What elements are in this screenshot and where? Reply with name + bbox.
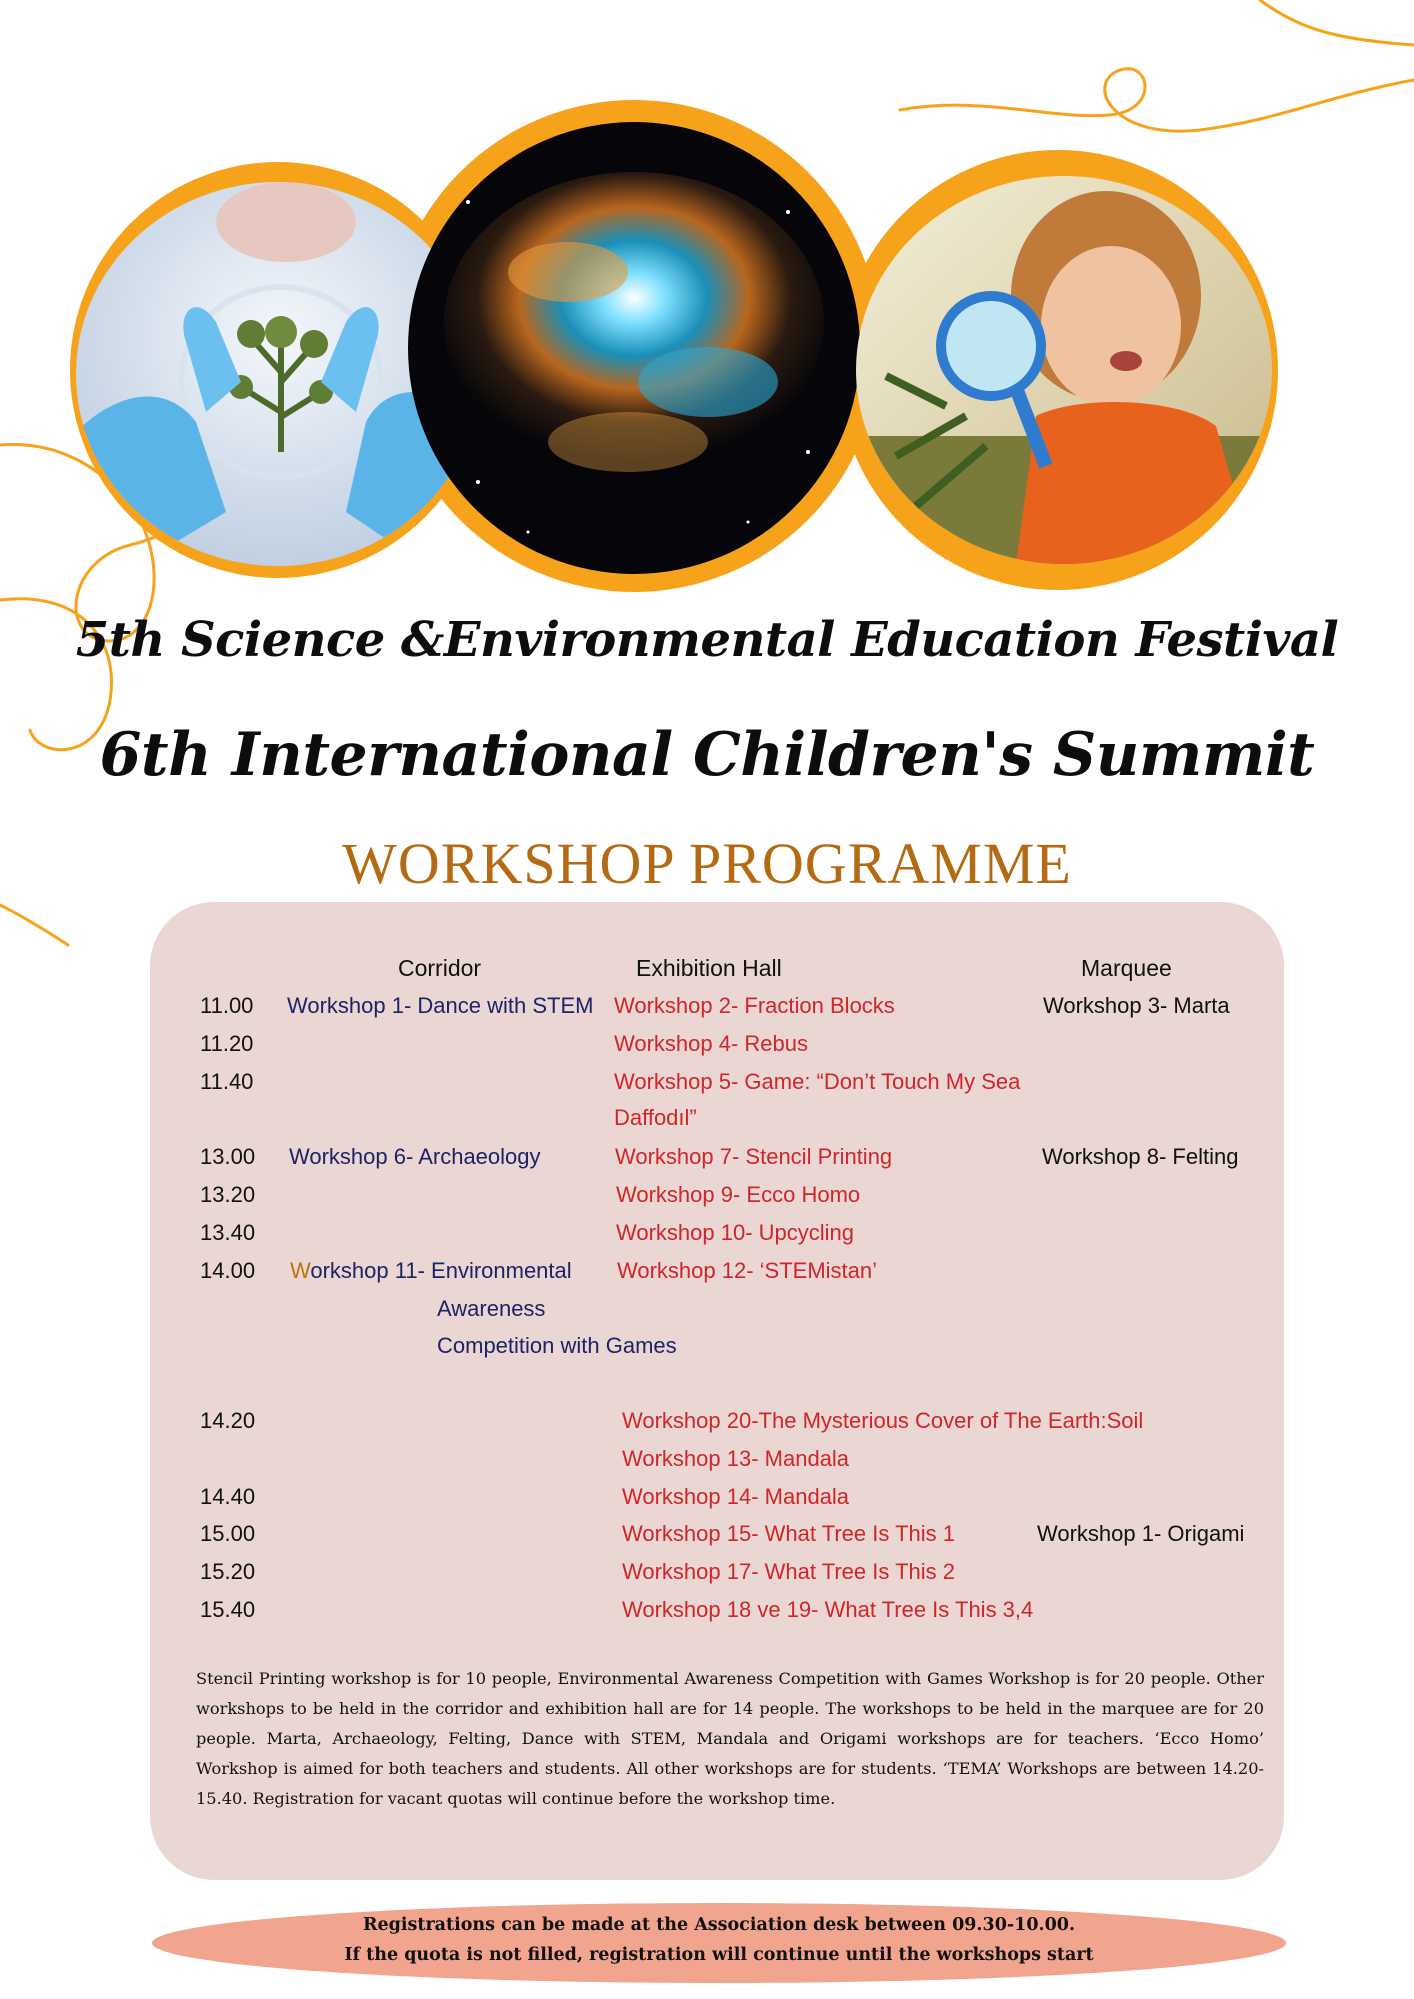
- time-slot: 14.00: [200, 1258, 256, 1283]
- programme-heading: WORKSHOP PROGRAMME: [342, 831, 1072, 896]
- time-slot: 15.40: [200, 1597, 256, 1622]
- hall-workshop: Workshop 14- Mandala: [622, 1484, 850, 1509]
- corridor-workshop-initial: W: [290, 1258, 311, 1283]
- workshop-notes: Stencil Printing workshop is for 10 people, Environmental Awareness Competition with Games Workshop is for 20 people. Other workshops to be held in the corridor and exhibition hall are for 14 people. The workshops to be held in the marquee are for 20 people. Marta, Archaeology, Felting, Dance with STEM, Mandala and Origami workshops are for teachers. ‘Ecco Homo’ Workshop is aimed for both teachers and students. All other workshops are for students. ‘TEMA’ Workshops are between 14.20-15.40. Registration for vacant quotas will continue before the workshop time.: [196, 1669, 1264, 1808]
- marquee-workshop: Workshop 8- Felting: [1042, 1144, 1239, 1169]
- nebula-photo: [408, 122, 860, 574]
- hall-workshop: Workshop 12- ‘STEMistan’: [617, 1258, 878, 1283]
- time-slot: 15.20: [200, 1559, 256, 1584]
- time-slot: 13.20: [200, 1182, 256, 1207]
- hall-workshop: Workshop 7- Stencil Printing: [615, 1144, 893, 1169]
- time-slot: 13.40: [200, 1220, 256, 1245]
- time-slot: 15.00: [200, 1521, 256, 1546]
- hall-workshop: Workshop 2- Fraction Blocks: [614, 993, 895, 1018]
- child-magnifier-photo: [856, 176, 1272, 564]
- registration-line-2: If the quota is not filled, registration will continue until the workshops start: [344, 1945, 1094, 1965]
- child-magnifier-image: [856, 176, 1272, 564]
- hall-workshop-continued: Daffodıl”: [614, 1105, 697, 1130]
- corridor-workshop-rest: orkshop 11- Environmental: [310, 1258, 572, 1283]
- marquee-workshop: Workshop 3- Marta: [1043, 993, 1230, 1018]
- registration-footer: [152, 1903, 1286, 1983]
- corridor-workshop-continued: Competition with Games: [437, 1333, 677, 1358]
- time-slot: 11.40: [200, 1069, 254, 1094]
- corridor-workshop: [290, 1258, 572, 1284]
- festival-title: 5th Science &Environmental Education Festival: [75, 612, 1339, 668]
- hall-workshop: Workshop 9- Ecco Homo: [616, 1182, 861, 1207]
- corridor-workshop: Workshop 6- Archaeology: [289, 1144, 541, 1169]
- summit-title: 6th International Children's Summit: [99, 720, 1315, 790]
- hall-workshop: Workshop 5- Game: “Don’t Touch My Sea: [614, 1069, 1021, 1094]
- registration-line-1: Registrations can be made at the Association desk between 09.30-10.00.: [362, 1915, 1076, 1935]
- hall-workshop: Workshop 20-The Mysterious Cover of The Earth:Soil: [622, 1408, 1144, 1433]
- hall-workshop-continued: Workshop 13- Mandala: [622, 1446, 850, 1471]
- nebula-image: [408, 122, 860, 574]
- time-slot: 14.40: [200, 1484, 256, 1509]
- hall-workshop: Workshop 10- Upcycling: [616, 1220, 855, 1245]
- time-slot: 13.00: [200, 1144, 256, 1169]
- hall-workshop: Workshop 4- Rebus: [614, 1031, 809, 1056]
- time-slot: 11.00: [200, 993, 254, 1018]
- header-exhibition-hall: Exhibition Hall: [636, 955, 782, 981]
- time-slot: 11.20: [200, 1031, 254, 1056]
- hall-workshop: Workshop 17- What Tree Is This 2: [622, 1559, 955, 1584]
- header-corridor: Corridor: [398, 955, 482, 981]
- header-marquee: Marquee: [1081, 955, 1172, 981]
- corridor-workshop: Workshop 1- Dance with STEM: [287, 993, 594, 1018]
- corridor-workshop-continued: Awareness: [437, 1296, 546, 1321]
- time-slot: 14.20: [200, 1408, 256, 1433]
- hall-workshop: Workshop 15- What Tree Is This 1: [622, 1521, 955, 1546]
- marquee-workshop: Workshop 1- Origami: [1037, 1521, 1245, 1546]
- hall-workshop: Workshop 18 ve 19- What Tree Is This 3,4: [622, 1597, 1034, 1622]
